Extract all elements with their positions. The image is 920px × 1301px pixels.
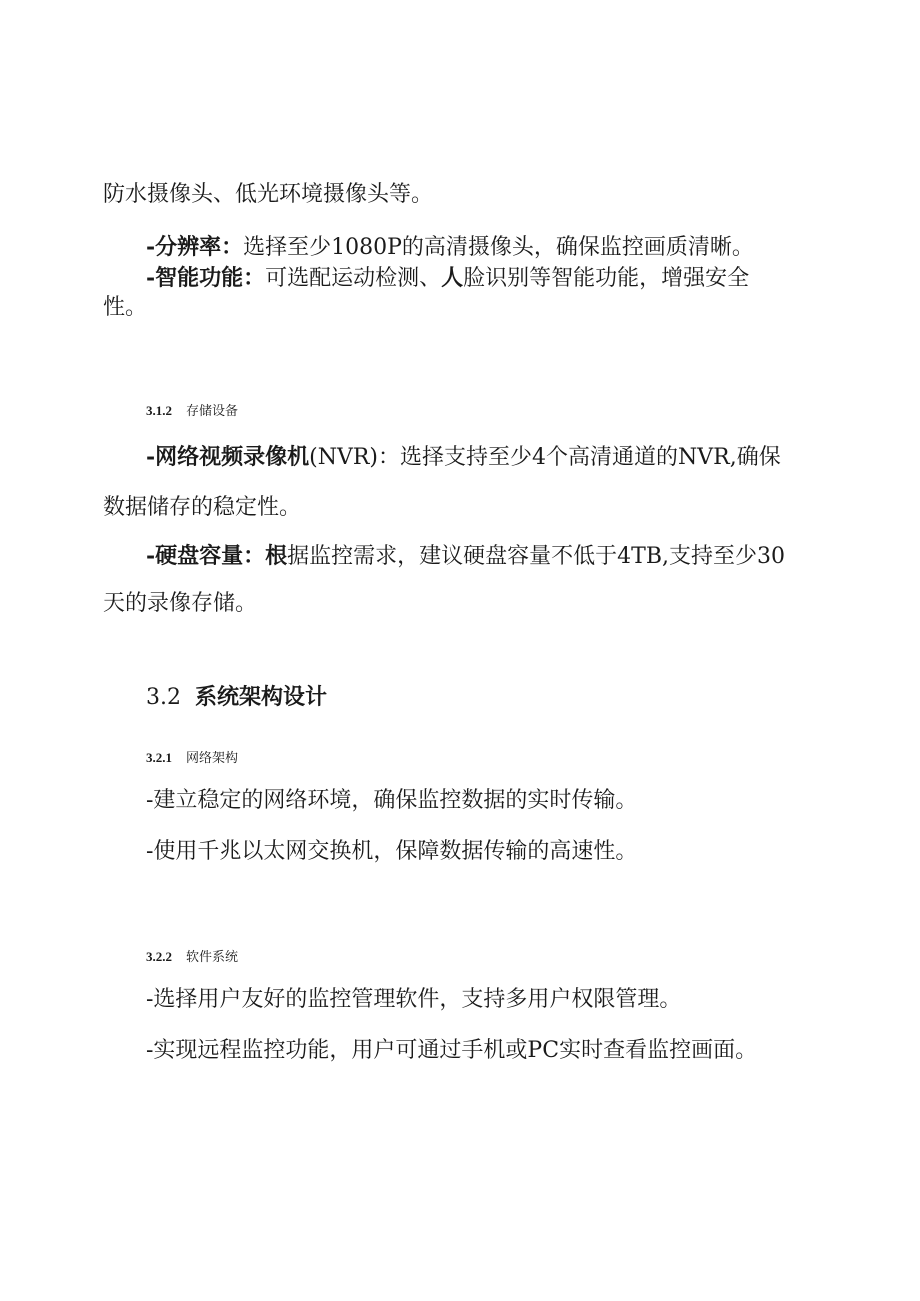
nvr-text-cont: 数据储存的稳定性。 xyxy=(103,495,302,520)
software-item-1 xyxy=(146,985,681,1015)
disk-text: 据监控需求，建议硬盘容量不低于4TB,支持至少30 xyxy=(287,544,785,569)
heading-number: 3.2.2 xyxy=(146,949,172,964)
nvr-item-continued xyxy=(103,493,301,523)
network-item-2 xyxy=(146,837,637,867)
heading-title: 网络架构 xyxy=(186,751,239,766)
software-text-2: -实现远程监控功能，用户可通过手机或PC实时查看监控画面。 xyxy=(146,1038,758,1063)
heading-3-2-1 xyxy=(146,749,238,768)
heading-number: 3.2.1 xyxy=(146,750,172,765)
heading-title: 系统架构设计 xyxy=(195,685,328,710)
software-item-2 xyxy=(146,1036,757,1066)
heading-3-2 xyxy=(146,683,327,713)
heading-number: 3.2 xyxy=(146,685,181,710)
smart-item-continued xyxy=(103,293,147,323)
disk-bold-word: 根 xyxy=(265,543,288,569)
heading-3-2-2 xyxy=(146,948,238,967)
software-text-1: -选择用户友好的监控管理软件，支持多用户权限管理。 xyxy=(146,987,682,1012)
disk-label: -硬盘容量： xyxy=(146,543,266,569)
smart-label: -智能功能： xyxy=(146,265,266,291)
heading-3-1-2 xyxy=(146,402,238,421)
resolution-item xyxy=(146,232,754,263)
smart-text-b: 人 xyxy=(441,265,464,291)
resolution-text: 选择至少1080P的高清摄像头，确保监控画质清晰。 xyxy=(243,235,754,260)
network-text-2: -使用千兆以太网交换机，保障数据传输的高速性。 xyxy=(146,839,638,864)
disk-item xyxy=(146,541,785,572)
nvr-label: -网络视频录像机 xyxy=(146,444,310,470)
nvr-item xyxy=(146,442,781,473)
smart-item xyxy=(146,263,749,294)
intro-text: 防水摄像头、低光环境摄像头等。 xyxy=(103,182,434,207)
heading-title: 存储设备 xyxy=(186,404,239,419)
heading-number: 3.1.2 xyxy=(146,403,172,418)
smart-text-a: 可选配运动检测、 xyxy=(265,266,442,291)
smart-text-c: 脸识别等智能功能，增强安全 xyxy=(463,266,750,291)
network-item-1 xyxy=(146,786,637,816)
intro-line xyxy=(103,180,433,210)
nvr-text: (NVR)：选择支持至少4个高清通道的NVR,确保 xyxy=(309,445,781,470)
smart-text-cont: 性。 xyxy=(103,295,148,320)
network-text-1: -建立稳定的网络环境，确保监控数据的实时传输。 xyxy=(146,788,638,813)
resolution-label: -分辨率： xyxy=(146,234,244,260)
disk-text-cont: 天的录像存储。 xyxy=(103,591,258,616)
heading-title: 软件系统 xyxy=(186,950,239,965)
disk-item-continued xyxy=(103,589,257,619)
